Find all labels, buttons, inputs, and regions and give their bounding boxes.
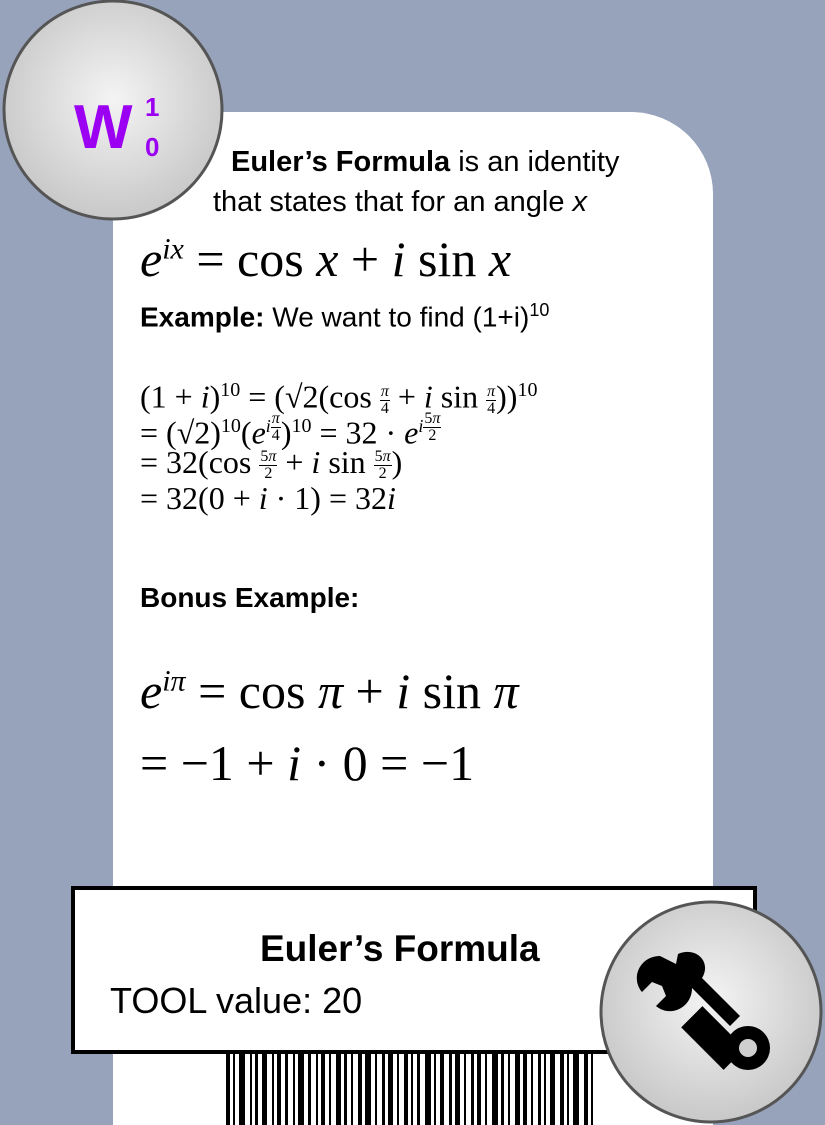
barcode-bar (298, 1048, 304, 1125)
barcode-bar (375, 1048, 377, 1125)
barcode-bar (417, 1048, 420, 1125)
barcode-bar (584, 1048, 588, 1125)
barcode-bar (508, 1048, 510, 1125)
barcode-bar (255, 1048, 258, 1125)
euler-formula-equation: $e^{ix} = \cos x + i$ sin x (140, 231, 512, 287)
intro-line2: that states that for an angle (213, 186, 573, 218)
barcode-bar (404, 1048, 408, 1125)
barcode-bar (382, 1048, 385, 1125)
barcode-bar (455, 1048, 460, 1125)
barcode-bar (440, 1048, 444, 1125)
barcode-bar (425, 1048, 431, 1125)
barcode-bar (308, 1048, 311, 1125)
badge-superscript: 1 (145, 92, 160, 122)
barcode-bar (464, 1048, 466, 1125)
badge-subscript: 0 (145, 132, 160, 162)
barcode-bar (515, 1048, 520, 1125)
barcode-bar (411, 1048, 413, 1125)
example-derivation (140, 372, 537, 516)
bonus-label: Bonus Example: (140, 582, 360, 613)
barcode-bar (344, 1048, 347, 1125)
barcode-bar (321, 1048, 325, 1125)
example-line (140, 300, 549, 333)
derivation-step: = 32(0 + i · 1) = 32i (140, 480, 396, 516)
barcode-bar (550, 1048, 555, 1125)
intro-rest: is an identity (450, 146, 620, 178)
barcode-bar (538, 1048, 541, 1125)
barcode-bar (233, 1048, 235, 1125)
barcode-bar (262, 1048, 267, 1125)
barcode-bar (272, 1048, 274, 1125)
barcode-bar (449, 1048, 452, 1125)
barcode-bar (293, 1048, 295, 1125)
barcode-bar (358, 1048, 362, 1125)
barcode-bar (434, 1048, 436, 1125)
barcode-bar (567, 1048, 569, 1125)
barcode-bar (285, 1048, 288, 1125)
barcode-bar (560, 1048, 564, 1125)
intro-var: x (572, 186, 588, 218)
barcode-bar (485, 1048, 487, 1125)
barcode-bar (351, 1048, 353, 1125)
barcode-bar (544, 1048, 546, 1125)
barcode-bar (388, 1048, 393, 1125)
barcode (218, 1048, 604, 1125)
barcode-bar (316, 1048, 318, 1125)
derivation-step: = $(√2)^{10}(e^{i \frac{\pi}{4}}$ )$^{10} = 32 \cdot e^{i \frac{5\pi}{2}}$ (140, 410, 441, 451)
barcode-bar (336, 1048, 341, 1125)
barcode-bar (365, 1048, 371, 1125)
derivation-step: = 32(cos $\frac{5\pi}{2}$ + i sin $\frac{5\pi}{2}$ ) (140, 444, 403, 483)
footer-title: Euler’s Formula (260, 928, 540, 969)
example-exponent: 10 (529, 300, 550, 320)
bonus-equation-1: $e^{i\pi} = \cos \pi + i$ sin π (140, 663, 519, 719)
badge-letter: W (74, 93, 133, 162)
wrench-icon (598, 898, 825, 1125)
barcode-bar (523, 1048, 527, 1125)
barcode-bar (226, 1048, 230, 1125)
barcode-bar (531, 1048, 533, 1125)
derivation-step: $(1 + i)^{10} = (√2(\cos$ $\frac{\pi}{4}$ + i sin $\frac{\pi}{4}$ ))$^{10}$ (140, 378, 538, 417)
barcode-bar (591, 1048, 593, 1125)
footer-value: TOOL value: 20 (110, 980, 363, 1021)
barcode-bar (329, 1048, 331, 1125)
barcode-bar (492, 1048, 498, 1125)
barcode-bar (573, 1048, 579, 1125)
example-text: We want to find (1+i) (264, 301, 530, 333)
barcode-bar (397, 1048, 399, 1125)
intro-bold: Euler’s Formula (231, 146, 451, 178)
barcode-bar (501, 1048, 504, 1125)
barcode-bar (277, 1048, 281, 1125)
barcode-bar (471, 1048, 474, 1125)
bonus-equation-2: = −1 + i · 0 = −1 (140, 735, 475, 791)
barcode-bar (239, 1048, 245, 1125)
barcode-bar (250, 1048, 252, 1125)
barcode-bar (477, 1048, 481, 1125)
example-label: Example: (140, 301, 265, 333)
